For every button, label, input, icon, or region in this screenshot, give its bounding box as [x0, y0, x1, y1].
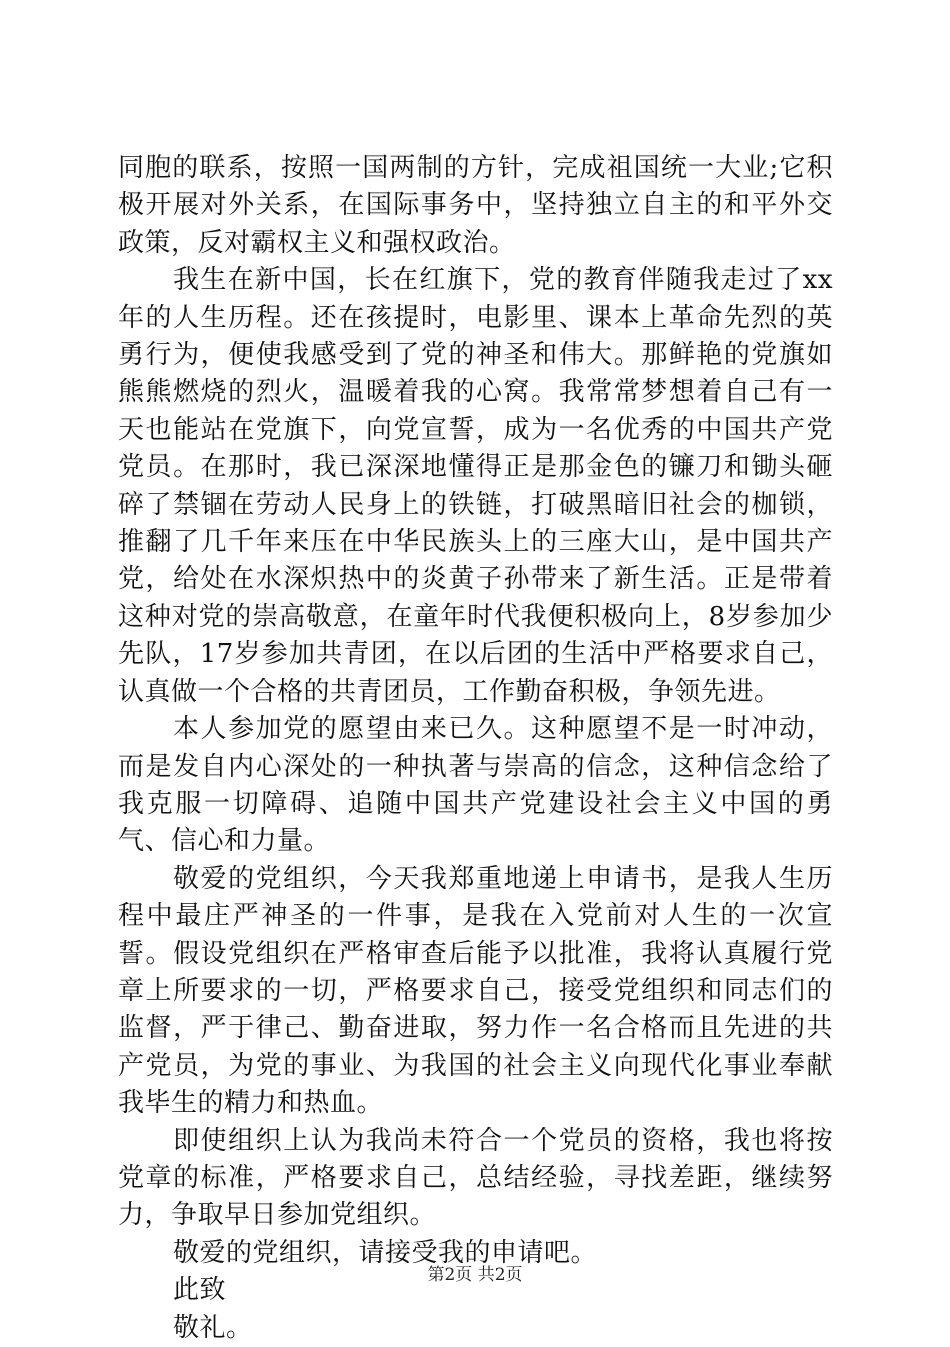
paragraph-commitment: 即使组织上认为我尚未符合一个党员的资格，我也将按党章的标准，严格要求自己，总结经验，寻找差距，继续努力，争取早日参加党组织。: [118, 1125, 833, 1231]
paragraph-request: 敬爱的党组织，请接受我的申请吧。: [173, 1237, 598, 1268]
closing-regards: 敬礼。: [173, 1312, 253, 1343]
paragraph-continuation: 同胞的联系，按照一国两制的方针，完成祖国统一大业;它积极开展对外关系，在国际事务中，坚持独立自主的和平外交政策，反对霸权主义和强权政治。: [118, 153, 833, 258]
paragraph-aspiration: 本人参加党的愿望由来已久。这种愿望不是一时冲动，而是发自内心深处的一种执著与崇高的信念，这种信念给了我克服一切障碍、追随中国共产党建设社会主义中国的勇气、信心和力量。: [118, 714, 833, 857]
page-number-footer: 第2页 共2页: [427, 1265, 523, 1285]
letter-body: [118, 150, 833, 1347]
paragraph-pledge: 敬爱的党组织，今天我郑重地递上申请书，是我人生历程中最庄严神圣的一件事，是我在入党前对人生的一次宣誓。假设党组织在严格审查后能予以批准，我将认真履行党章上所要求的一切，严格要求自己，接受党组织和同志们的监督，严于律己、勤奋进取，努力作一名合格而且先进的共产党员，为党的事业、为我国的社会主义向现代化事业奉献我毕生的精力和热血。: [118, 863, 833, 1119]
paragraph-childhood: 我生在新中国，长在红旗下，党的教育伴随我走过了xx年的人生历程。还在孩提时，电影里、课本上革命先烈的英勇行为，便使我感受到了党的神圣和伟大。那鲜艳的党旗如熊熊燃烧的烈火，温暖着我的心窝。我常常梦想着自己有一天也能站在党旗下，向党宣誓，成为一名优秀的中国共产党党员。在那时，我已深深地懂得正是那金色的镰刀和锄头砸碎了禁锢在劳动人民身上的铁链，打破黑暗旧社会的枷锁，推翻了几千年来压在中华民族头上的三座大山，是中国共产党，给处在水深炽热中的炎黄子孙带来了新生活。正是带着这种对党的崇高敬意，在童年时代我便积极向上，8岁参加少先队，17岁参加共青团，在以后团的生活中严格要求自己，认真做一个合格的共青团员，工作勤奋积极，争领先进。: [118, 265, 833, 707]
closing-salutation: 此致: [173, 1275, 227, 1306]
